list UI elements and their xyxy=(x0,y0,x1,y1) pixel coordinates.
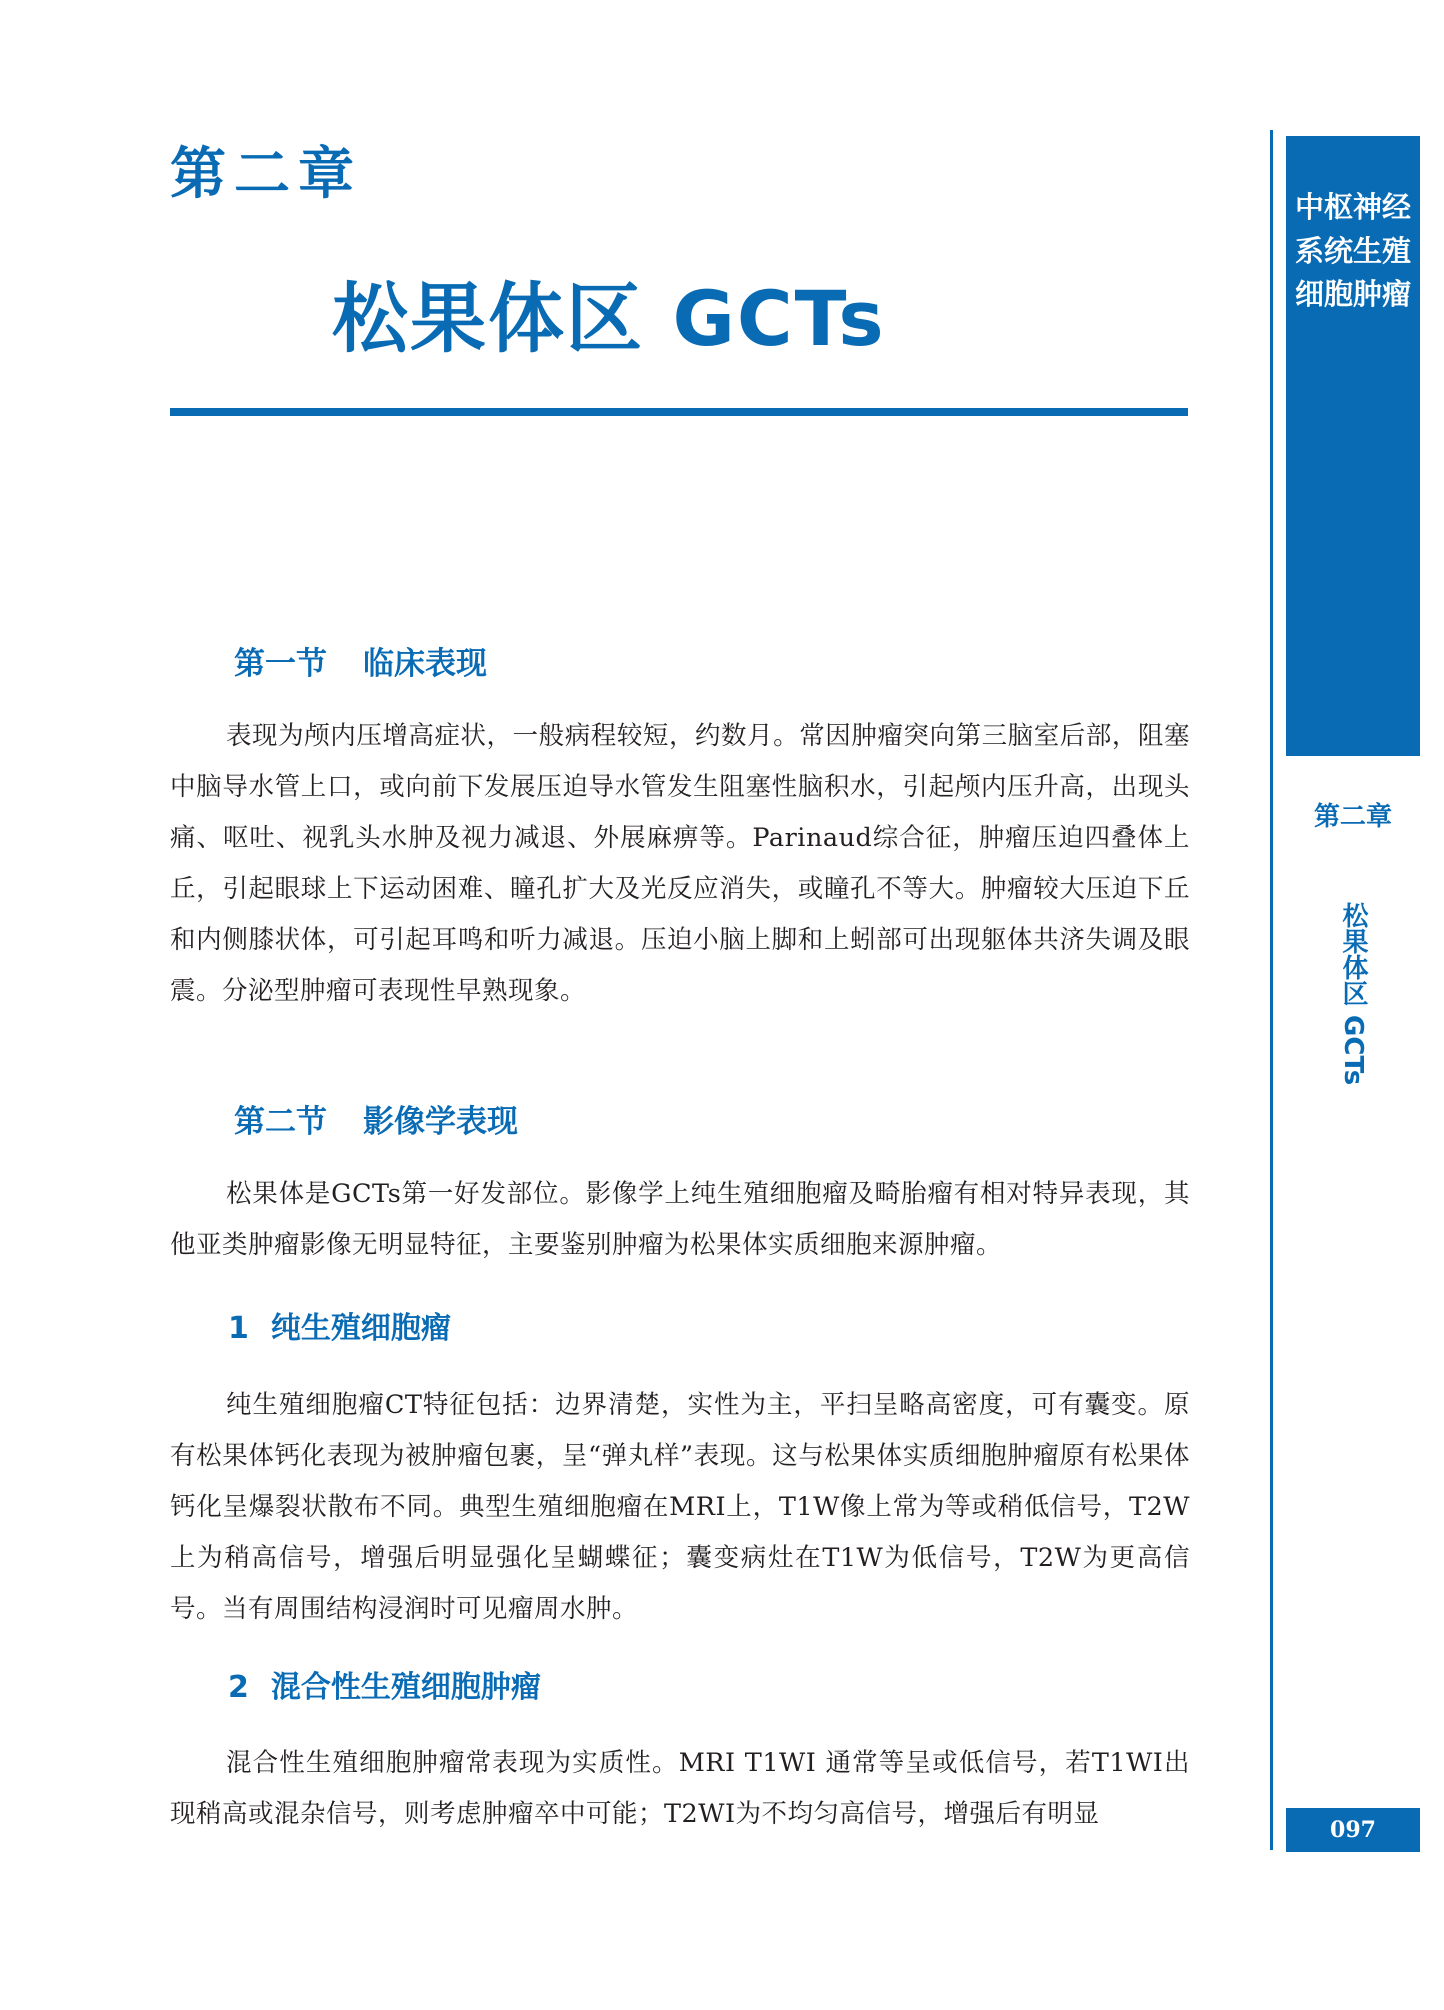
page-number: 097 xyxy=(1286,1808,1420,1852)
sidebar-divider xyxy=(1270,130,1273,1850)
title-divider xyxy=(170,408,1188,416)
section-heading-clinical xyxy=(234,638,487,683)
body-paragraph: 松果体是GCTs第一好发部位。影像学上纯生殖细胞瘤及畸胎瘤有相对特异表现，其他亚类肿瘤影像无明显特征，主要鉴别肿瘤为松果体实质细胞来源肿瘤。 xyxy=(170,1179,1190,1260)
body-paragraph: 表现为颅内压增高症状，一般病程较短，约数月。常因肿瘤突向第三脑室后部，阻塞中脑导水管上口，或向前下发展压迫导水管发生阻塞性脑积水，引起颅内压升高，出现头痛、呕吐、视乳头水肿及视力减退、外展麻痹等。Parinaud综合征，肿瘤压迫四叠体上丘，引起眼球上下运动困难、瞳孔扩大及光反应消失，或瞳孔不等大。肿瘤较大压迫下丘和内侧膝状体，可引起耳鸣和听力减退。压迫小脑上脚和上蚓部可出现躯体共济失调及眼震。分泌型肿瘤可表现性早熟现象。 xyxy=(170,721,1190,1006)
section-heading-imaging xyxy=(234,1096,518,1141)
sidebar-book-title: 中枢神经系统生殖细胞肿瘤 xyxy=(1294,190,1411,311)
section-number: 第二节 xyxy=(234,1104,327,1140)
chapter-title: 松果体区 GCTs xyxy=(332,274,886,363)
section-number: 第一节 xyxy=(234,646,327,682)
subsection-heading-germinoma xyxy=(228,1303,451,1347)
subsection-number: 2 xyxy=(228,1670,249,1705)
body-paragraph: 纯生殖细胞瘤CT特征包括：边界清楚，实性为主，平扫呈略高密度，可有囊变。原有松果体钙化表现为被肿瘤包裹，呈“弹丸样”表现。这与松果体实质细胞肿瘤原有松果体钙化呈爆裂状散布不同。典型生殖细胞瘤在MRI上，T1W像上常为等或稍低信号，T2W上为稍高信号，增强后明显强化呈蝴蝶征；囊变病灶在T1W为低信号，T2W为更高信号。当有周围结构浸润时可见瘤周水肿。 xyxy=(170,1390,1190,1624)
subsection-title: 混合性生殖细胞肿瘤 xyxy=(270,1670,541,1705)
subsection-title: 纯生殖细胞瘤 xyxy=(270,1311,451,1346)
sidebar-chapter-title: 松果体区 GCTs xyxy=(1338,902,1368,1086)
subsection-heading-mixed xyxy=(228,1662,541,1706)
subsection-number: 1 xyxy=(228,1311,249,1346)
body-paragraph: 混合性生殖细胞肿瘤常表现为实质性。MRI T1WI 通常等呈或低信号，若T1WI出现稍高或混杂信号，则考虑肿瘤卒中可能；T2WI为不均匀高信号，增强后有明显 xyxy=(170,1748,1190,1829)
sidebar-chapter-label: 第二章 xyxy=(1313,802,1392,832)
chapter-label: 第二章 xyxy=(170,142,362,207)
section-title: 影像学表现 xyxy=(363,1104,518,1140)
section-title: 临床表现 xyxy=(363,646,487,682)
